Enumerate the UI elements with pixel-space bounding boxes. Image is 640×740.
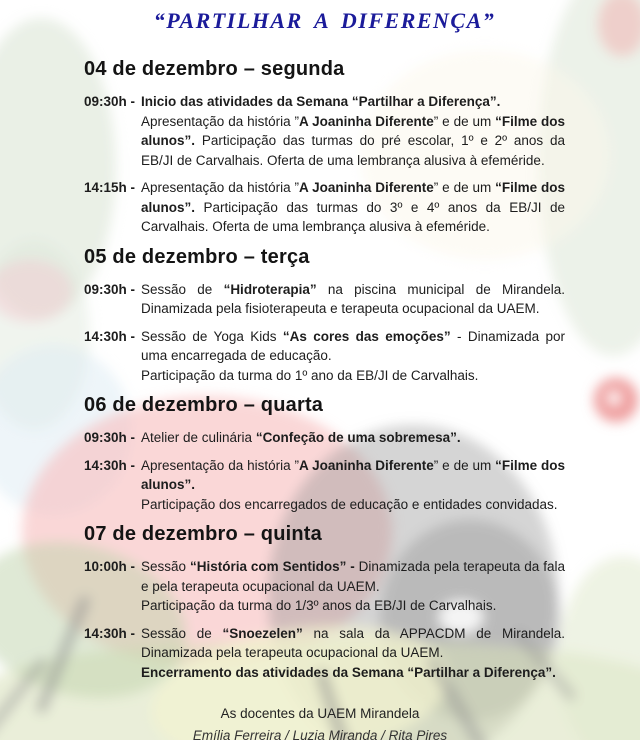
event-time: 10:00h - <box>84 559 136 574</box>
event-time: 14:30h - <box>84 457 136 473</box>
event-row <box>84 624 565 683</box>
event-row <box>84 327 565 386</box>
event-row <box>84 178 565 237</box>
event-time: 14:30h - <box>84 625 136 641</box>
schedule <box>84 58 565 682</box>
event-time: 14:30h - <box>84 328 136 344</box>
event-description: Apresentação da história ”A Joaninha Diferente” e de um “Filme dos alunos”. Participação dos encarregados de educação e entidades convidadas. <box>141 457 566 512</box>
event-time: 09:30h - <box>84 94 136 109</box>
event-description: Sessão de “Hidroterapia” na piscina municipal de Mirandela. Dinamizada pela fisioterapeuta e terapeuta ocupacional da UAEM. <box>141 281 565 316</box>
day-heading: 07 de dezembro – quinta <box>84 523 322 545</box>
event-time: 14:15h - <box>84 180 136 195</box>
event-time: 09:30h - <box>84 281 136 297</box>
event-row <box>84 92 565 170</box>
event-description: Inicio das atividades da Semana “Partilhar a Diferença”. Apresentação da história ”A Joaninha Diferente” e de um “Filme dos alunos”. Participação das turmas do pré escolar, 1º e 2º anos da EB/JI de Carvalhais. Oferta de uma lembrança alusiva à efeméride. <box>141 94 566 168</box>
event-description: Atelier de culinária “Confeção de uma sobremesa”. <box>141 430 461 445</box>
day-section-4 <box>84 523 565 682</box>
footer-teacher-names: Emília Ferreira / Luzia Miranda / Rita Pires <box>192 728 448 740</box>
event-description: Sessão de Yoga Kids “As cores das emoções” - Dinamizada por uma encarregada de educação. Participação da turma do 1º ano da EB/JI de Carvalhais. <box>141 328 566 383</box>
day-section-3 <box>84 394 565 514</box>
day-section-1 <box>84 58 565 237</box>
event-description: Sessão de “Snoezelen” na sala da APPACDM de Mirandela. Dinamizada pela terapeuta ocupacional da UAEM. Encerramento das atividades da Semana “Partilhar a Diferença”. <box>141 625 565 680</box>
day-heading: 04 de dezembro – segunda <box>84 58 345 80</box>
day-heading: 05 de dezembro – terça <box>84 245 310 268</box>
event-description: Sessão “História com Sentidos” - Dinamizada pela terapeuta da fala e pela terapeuta ocupacional da UAEM. Participação da turma do 1/3º anos da EB/JI de Carvalhais. <box>141 559 565 613</box>
event-description: Apresentação da história ”A Joaninha Diferente” e de um “Filme dos alunos”. Participação das turmas do 3º e 4º anos da EB/JI de Carvalhais. Oferta de uma lembrança alusiva à efeméride. <box>141 180 566 234</box>
event-row <box>84 456 565 515</box>
event-row <box>84 280 565 319</box>
event-row <box>84 428 565 448</box>
footer-signature: As docentes da UAEM Mirandela <box>220 706 420 721</box>
day-heading: 06 de dezembro – quarta <box>84 394 324 416</box>
page-title: “PARTILHAR A DIFERENÇA” <box>153 8 496 33</box>
event-time: 09:30h - <box>84 430 136 445</box>
day-section-2 <box>84 246 565 386</box>
event-row <box>84 557 565 616</box>
